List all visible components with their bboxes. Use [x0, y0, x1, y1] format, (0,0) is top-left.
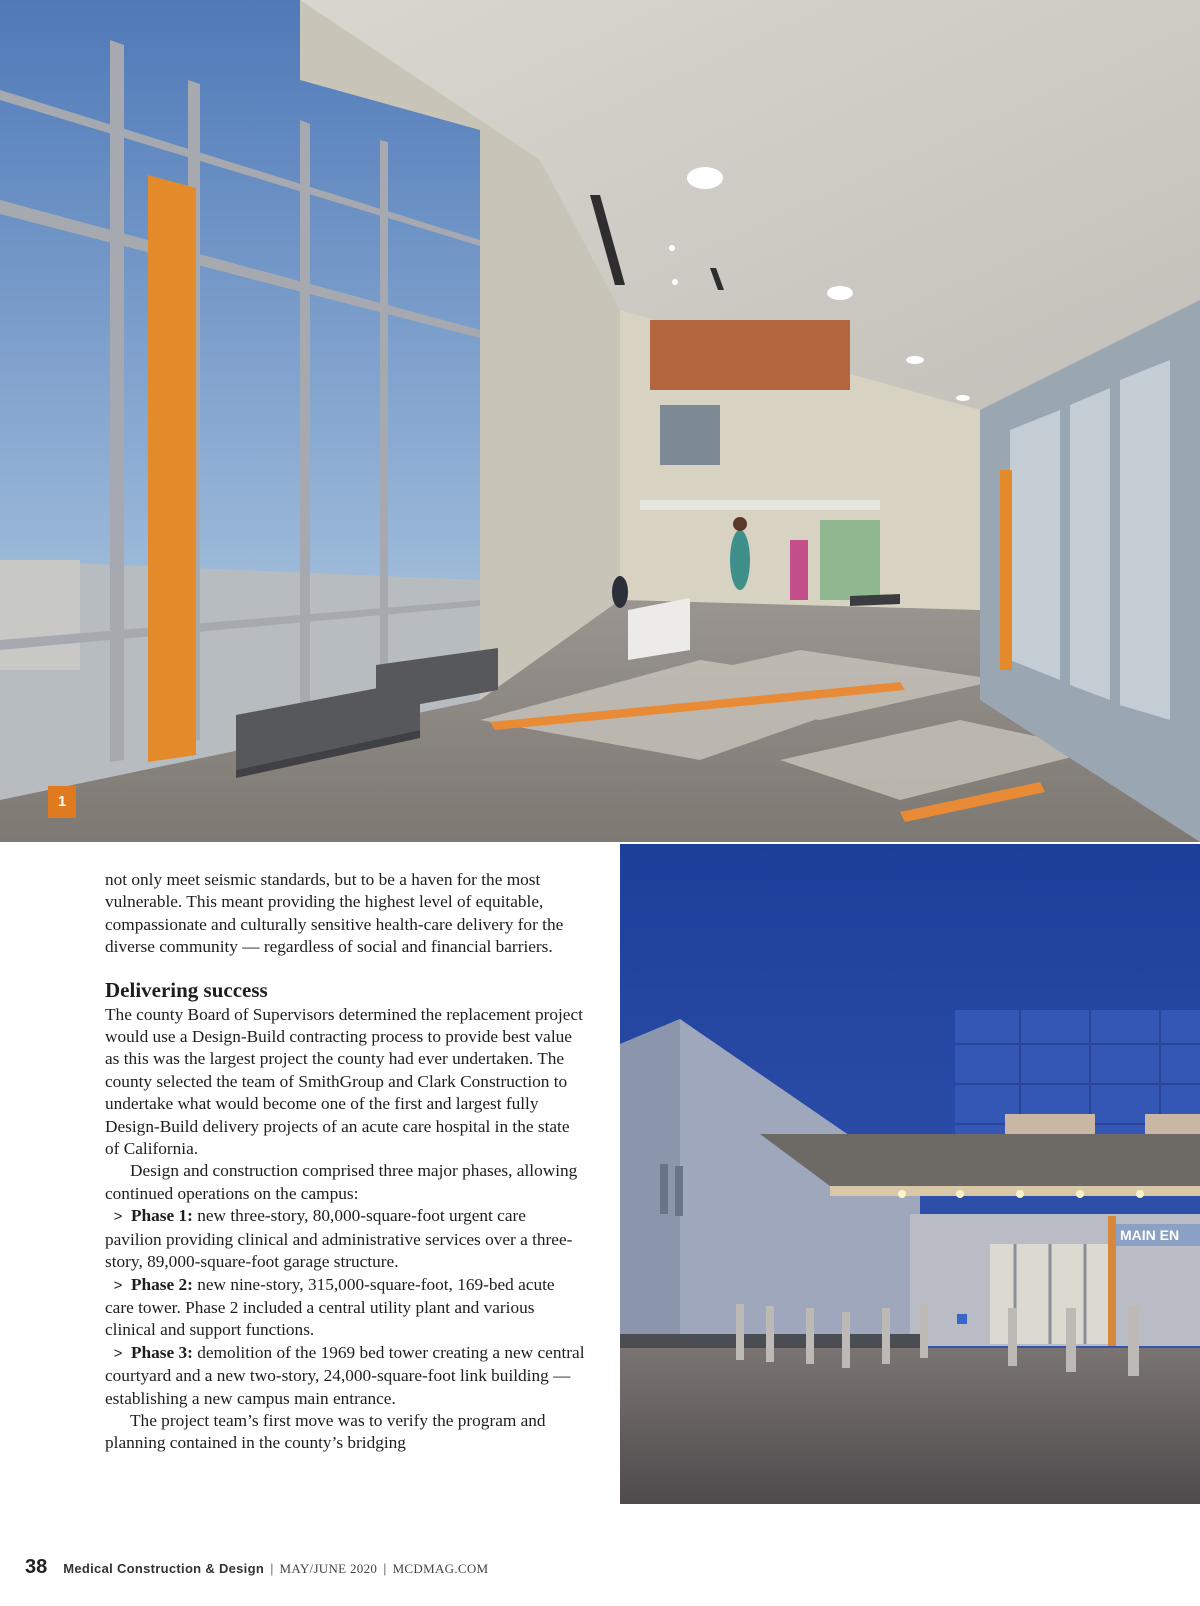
website-link[interactable]: MCDMAG.COM — [392, 1561, 489, 1576]
paragraph: Design and construction comprised three major phases, allowing continued operations on the campus: — [105, 1161, 578, 1203]
bullet-text: demolition of the 1969 bed tower creating a new central courtyard and a new two-story, 24,000-square-foot link building — establishing a new campus main entrance. — [105, 1342, 585, 1408]
bullet-text: new three-story, 80,000-square-foot urgent care pavilion providing clinical and administrative services over a three-story, 89,000-square-foot garage structure. — [105, 1206, 573, 1272]
footer-separator: | — [383, 1561, 387, 1576]
issue-date: MAY/JUNE 2020 — [279, 1561, 378, 1576]
section-heading: Delivering success — [105, 977, 268, 1002]
page-footer — [25, 1556, 488, 1586]
bullet-arrow-icon: > — [113, 1344, 123, 1362]
bullet-item-phase-3 — [105, 1342, 585, 1410]
bullet-text: new nine-story, 315,000-square-foot, 169-bed acute care tower. Phase 2 included a central utility plant and various clinical and support functions. — [105, 1274, 555, 1340]
publication-name: Medical Construction & Design — [63, 1561, 265, 1576]
page-number: 38 — [25, 1556, 48, 1578]
entrance-photo — [620, 844, 1200, 1504]
main-entrance-sign: MAIN EN — [1120, 1227, 1180, 1243]
photo-number-badge: 1 — [48, 786, 76, 818]
footer-separator: | — [270, 1561, 274, 1576]
paragraph: not only meet seismic standards, but to be a haven for the most vulnerable. This meant providing the highest level of equitable, compassionate and culturally sensitive health-care delivery for the diverse community — regardless of social and financial barriers. — [105, 870, 564, 957]
bullet-arrow-icon: > — [113, 1208, 123, 1226]
paragraph: The county Board of Supervisors determined the replacement project would use a Design-Build contracting process to provide best value as this was the largest project the county had ever undertaken. The county selected the team of SmithGroup and Clark Construction to undertake what would become one of the first and largest fully Design-Build delivery projects of an acute care hospital in the state of California. — [105, 1004, 583, 1159]
bullet-label: Phase 1: — [131, 1206, 193, 1226]
entrance-illustration — [620, 844, 1200, 1504]
bullet-item-phase-1 — [105, 1205, 585, 1273]
bullet-label: Phase 2: — [131, 1274, 193, 1294]
bullet-arrow-icon: > — [113, 1276, 123, 1294]
bullet-label: Phase 3: — [131, 1342, 193, 1362]
bullet-item-phase-2 — [105, 1274, 585, 1342]
article-body — [105, 869, 585, 1455]
paragraph: The project team’s first move was to verify the program and planning contained in the county’s bridging — [105, 1410, 546, 1453]
